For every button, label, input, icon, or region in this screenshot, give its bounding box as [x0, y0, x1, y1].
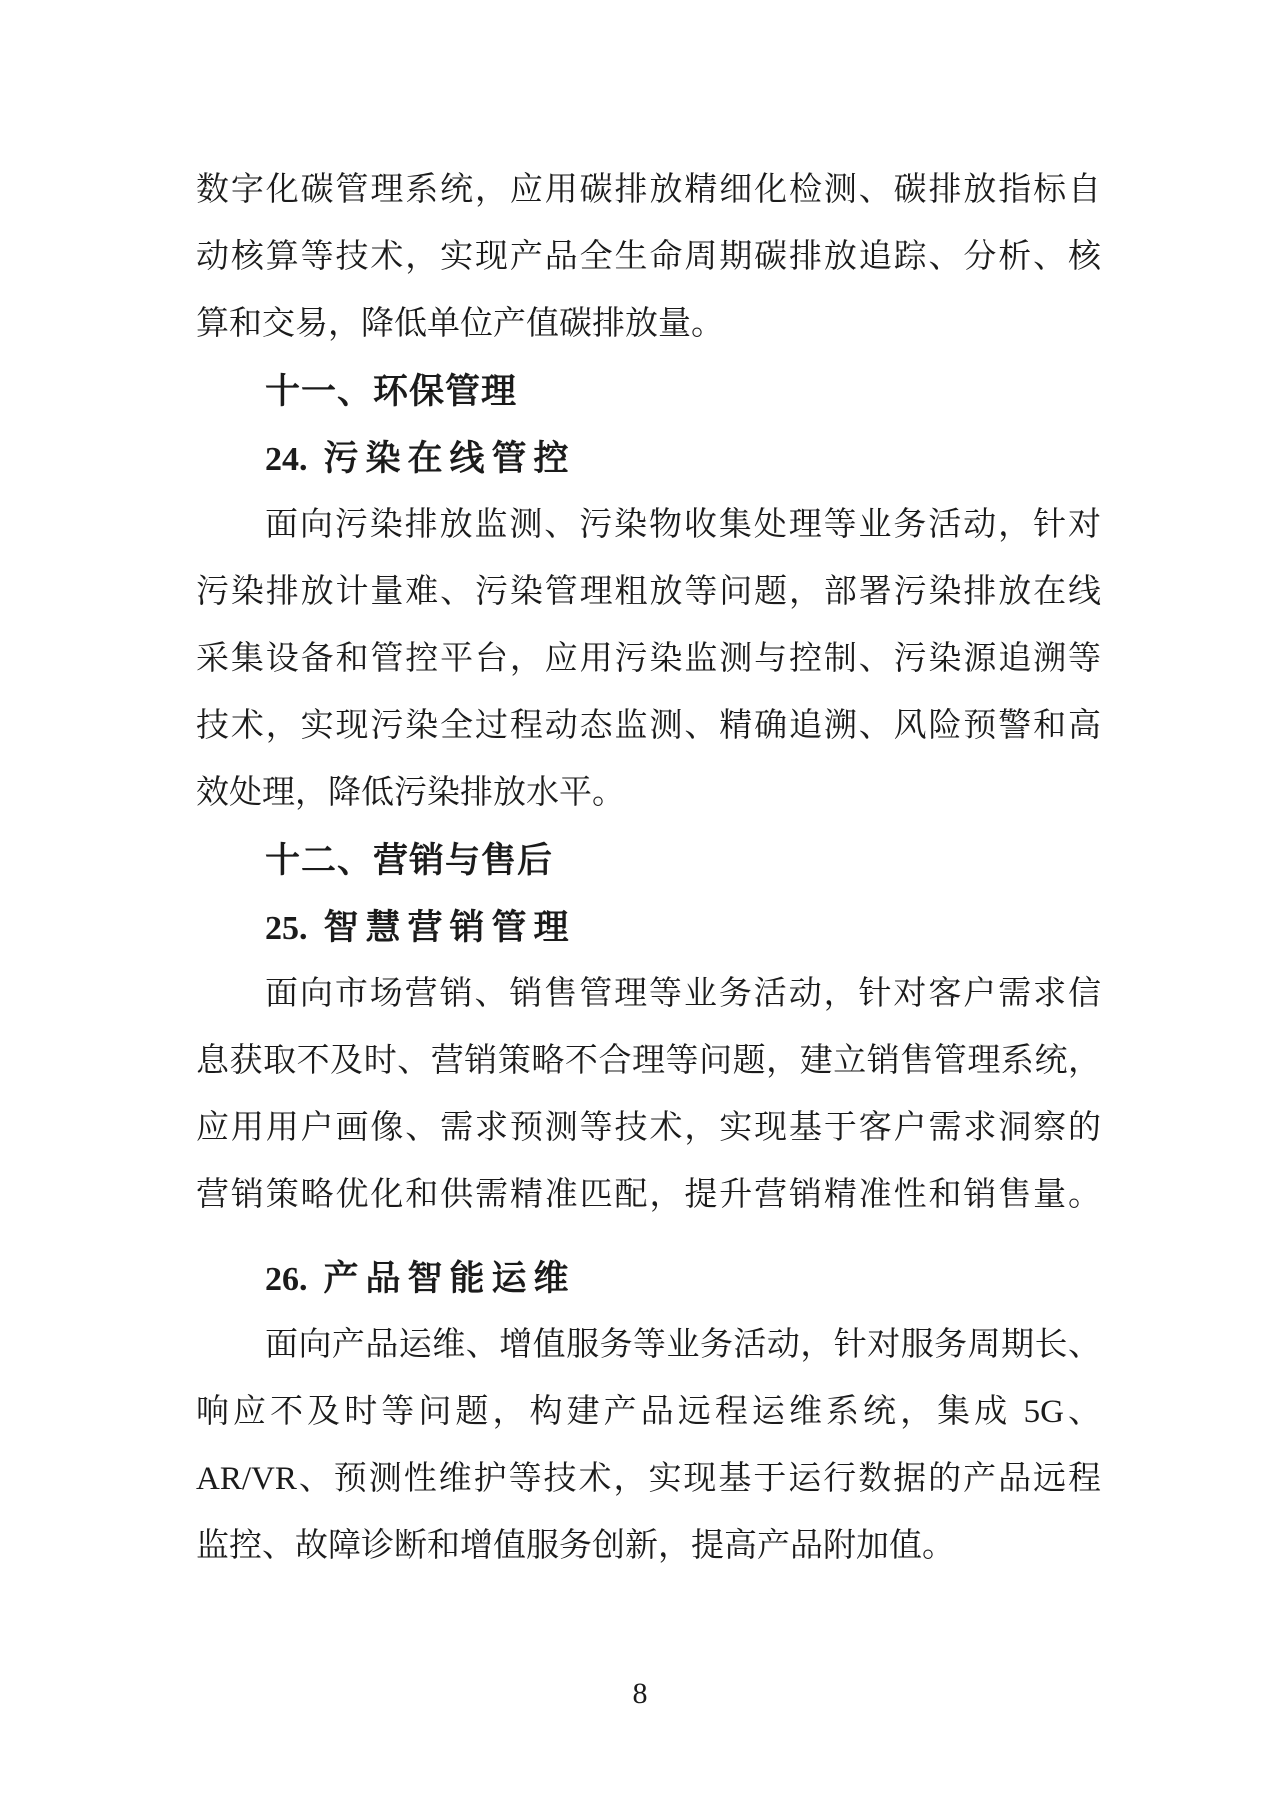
- item-title: 污染在线管控: [323, 439, 576, 478]
- item-number: 24.: [265, 441, 308, 478]
- body-line: 面向市场营销、销售管理等业务活动，针对客户需求信: [265, 976, 1101, 1012]
- section-heading-12: 十二、营销与售后: [265, 841, 554, 880]
- body-line: AR/VR、预测性维护等技术，实现基于运行数据的产品远程: [196, 1461, 1101, 1497]
- page-number: 8: [632, 1677, 648, 1710]
- body-line: 营销策略优化和供需精准匹配，提升营销精准性和销售量。: [196, 1177, 1101, 1213]
- body-line: 数字化碳管理系统，应用碳排放精细化检测、碳排放指标自: [196, 172, 1101, 208]
- body-line: 息获取不及时、营销策略不合理等问题，建立销售管理系统，: [196, 1043, 1101, 1079]
- body-line: 动核算等技术，实现产品全生命周期碳排放追踪、分析、核: [196, 239, 1101, 275]
- section-heading-11: 十一、环保管理: [265, 372, 518, 411]
- item-title: 产品智能运维: [323, 1259, 576, 1298]
- body-line: 算和交易，降低单位产值碳排放量。: [196, 306, 724, 342]
- item-title: 智慧营销管理: [323, 908, 576, 947]
- body-line: 污染排放计量难、污染管理粗放等问题，部署污染排放在线: [196, 574, 1101, 610]
- item-number: 26.: [265, 1261, 308, 1298]
- body-line: 监控、故障诊断和增值服务创新，提高产品附加值。: [196, 1528, 955, 1564]
- body-line: 应用用户画像、需求预测等技术，实现基于客户需求洞察的: [196, 1110, 1101, 1146]
- body-line: 技术，实现污染全过程动态监测、精确追溯、风险预警和高: [196, 708, 1101, 744]
- body-line: 效处理，降低污染排放水平。: [196, 775, 625, 811]
- text-block: [196, 157, 1101, 1580]
- item-heading-25: [196, 894, 1101, 961]
- body-line: 面向污染排放监测、污染物收集处理等业务活动，针对: [265, 507, 1101, 543]
- body-line: 采集设备和管控平台，应用污染监测与控制、污染源追溯等: [196, 641, 1101, 677]
- body-line: 响应不及时等问题，构建产品远程运维系统，集成 5G、: [196, 1394, 1101, 1430]
- body-line: 面向产品运维、增值服务等业务活动，针对服务周期长、: [265, 1327, 1101, 1363]
- item-number: 25.: [265, 910, 308, 947]
- item-heading-24: [196, 425, 1101, 492]
- item-heading-26: [196, 1245, 1101, 1312]
